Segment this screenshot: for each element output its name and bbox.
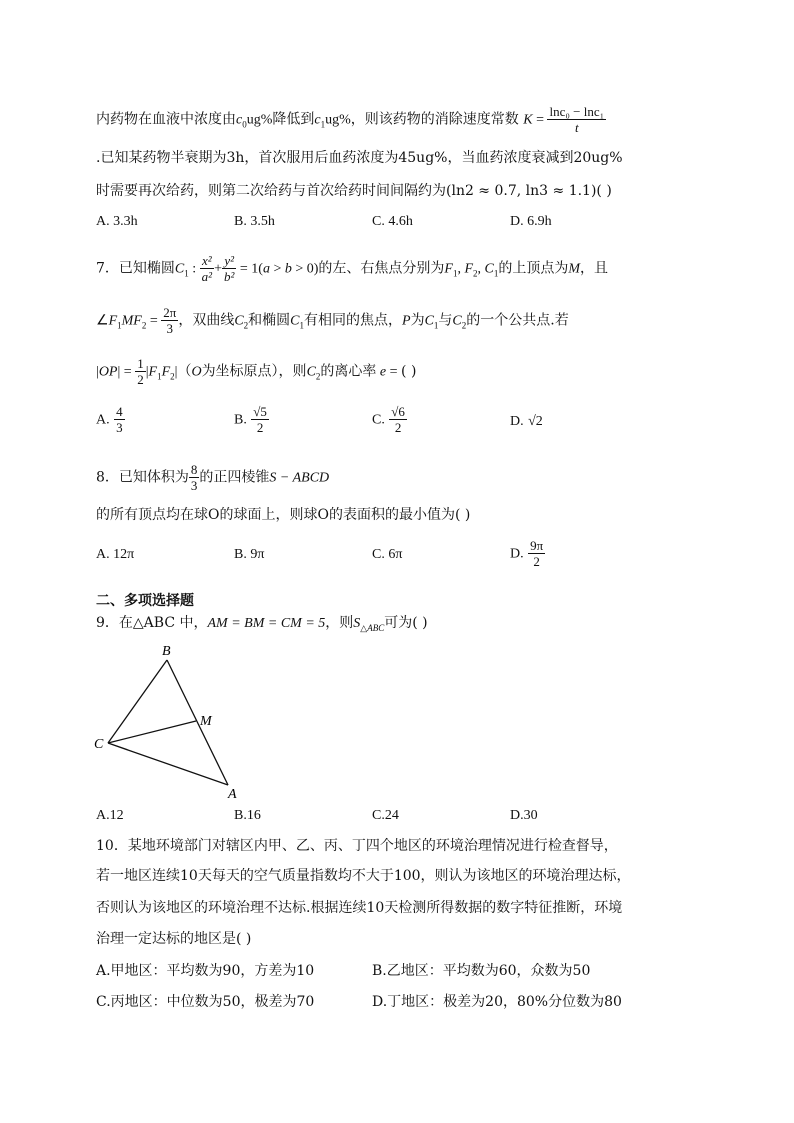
k-formula: $\frac{\text{lnc₀ − lnc₁}}{t}$ [549,104,605,135]
section-2-title: 二、多项选择题 [96,593,194,609]
q6-line2: .已知某药物半衰期为3h，首次服用后血药浓度为45ug%，当血药浓度衰减到20ug% [96,150,623,166]
label-a: A [228,787,237,802]
label-m: M [200,714,212,729]
q6-option-d[interactable]: D. 6.9h [510,214,552,229]
q10-line2: 若一地区连续10天每天的空气质量指数均不大于100，则认为该地区的环境治理达标， [96,868,631,884]
q8-line2: 的所有顶点均在球O的球面上，则球O的表面积的最小值为( ) [96,507,471,523]
q6-text-a: 内药物在血液中浓度由 [96,111,236,128]
c1-unit: ug% [325,112,351,128]
q6-text-b: 降低到 [272,111,315,128]
q9-line1: 9．在△ABC 中，AM = BM = CM = 5，则$S_{\triangle ABC}$可为( ) [96,615,428,633]
q8-line1: 8．已知体积为 $\frac{8}{3}$ 的正四棱锥S − ABCD [96,462,330,493]
half-fraction: $\frac{1}{2}$ [137,356,144,387]
q6-option-a[interactable]: A. 3.3h [96,214,138,229]
q7-line1: 7．已知椭圆$C_1$ : $\frac{\text{x²}}{\text{a²}}$ + $\frac{\text{y²}}{\text{b²}}$ = 1(a > b > 0)的左、右焦点分别为$F_1$, $F_2$, $C_1$的上顶点为M，且 [96,253,609,284]
q8-option-c[interactable]: C. 6π [372,547,403,562]
q6-line1: 内药物在血液中浓度由$c_0ug\%$降低到$c_1ug\%$，则该药物的消除速度常数 K = $\frac{\text{lnc₀ − lnc₁}}{t}$ [96,104,605,135]
q7-option-d[interactable]: D. √2 [510,414,543,429]
q7-option-b[interactable]: B. $\frac{√5}{2}$ [234,404,267,435]
ellipse-y-term: $\frac{\text{y²}}{\text{b²}}$ [223,253,235,284]
q6-line3: 时需要再次给药，则第二次给药与首次给药时间间隔约为(ln2 ≈ 0.7, ln3 ≈ 1.1)( ) [96,183,612,199]
q10-option-d[interactable]: D.丁地区：极差为20，80%分位数为80 [372,994,622,1010]
q8-option-a[interactable]: A. 12π [96,547,135,562]
q10-option-a[interactable]: A.甲地区：平均数为90，方差为10 [96,963,315,979]
q6-text-c: ，则该药物的消除速度常数 [350,111,519,128]
q8-option-d[interactable]: D. $\frac{9\pi}{2}$ [510,538,544,569]
q10-line1: 10．某地环境部门对辖区内甲、乙、丙、丁四个地区的环境治理情况进行检查督导， [96,838,618,854]
c0-unit: ug% [246,112,273,128]
angle-value: $\frac{2\pi}{3}$ [163,305,177,336]
q9-option-c[interactable]: C.24 [372,808,399,823]
q7-option-a[interactable]: A. $\frac{4}{3}$ [96,404,123,435]
q7-line3: |OP| = $\frac{1}{2}$ $|F_1F_2|(O$为坐标原点），则$C_2$的离心率 e = ( ) [96,356,417,387]
q6-option-b[interactable]: B. 3.5h [234,214,275,229]
q9-option-d[interactable]: D.30 [510,808,538,823]
volume-fraction: $\frac{8}{3}$ [190,462,198,493]
q9-option-b[interactable]: B.16 [234,808,261,823]
q10-option-b[interactable]: B.乙地区：平均数为60，众数为50 [372,963,591,979]
q10-line3: 否则认为该地区的环境治理不达标.根据连续10天检测所得数据的数字特征推断，环境 [96,900,623,916]
ellipse-x-term: $\frac{\text{x²}}{\text{a²}}$ [201,253,213,284]
q10-line4: 治理一定达标的地区是( ) [96,931,252,947]
q7-line2: $\angle F_1MF_2$ = $\frac{2\pi}{3}$ ，双曲线$C_2$和椭圆$C_1$有相同的焦点，P为$C_1$与$C_2$的一个公共点.若 [96,305,569,336]
q6-option-c[interactable]: C. 4.6h [372,214,413,229]
triangle-figure [90,640,250,805]
label-b: B [162,644,171,659]
q8-option-b[interactable]: B. 9π [234,547,265,562]
q7-option-c[interactable]: C. $\frac{√6}{2}$ [372,404,405,435]
label-c: C [94,737,104,752]
q10-option-c[interactable]: C.丙地区：中位数为50，极差为70 [96,994,315,1010]
q9-option-a[interactable]: A.12 [96,808,124,823]
